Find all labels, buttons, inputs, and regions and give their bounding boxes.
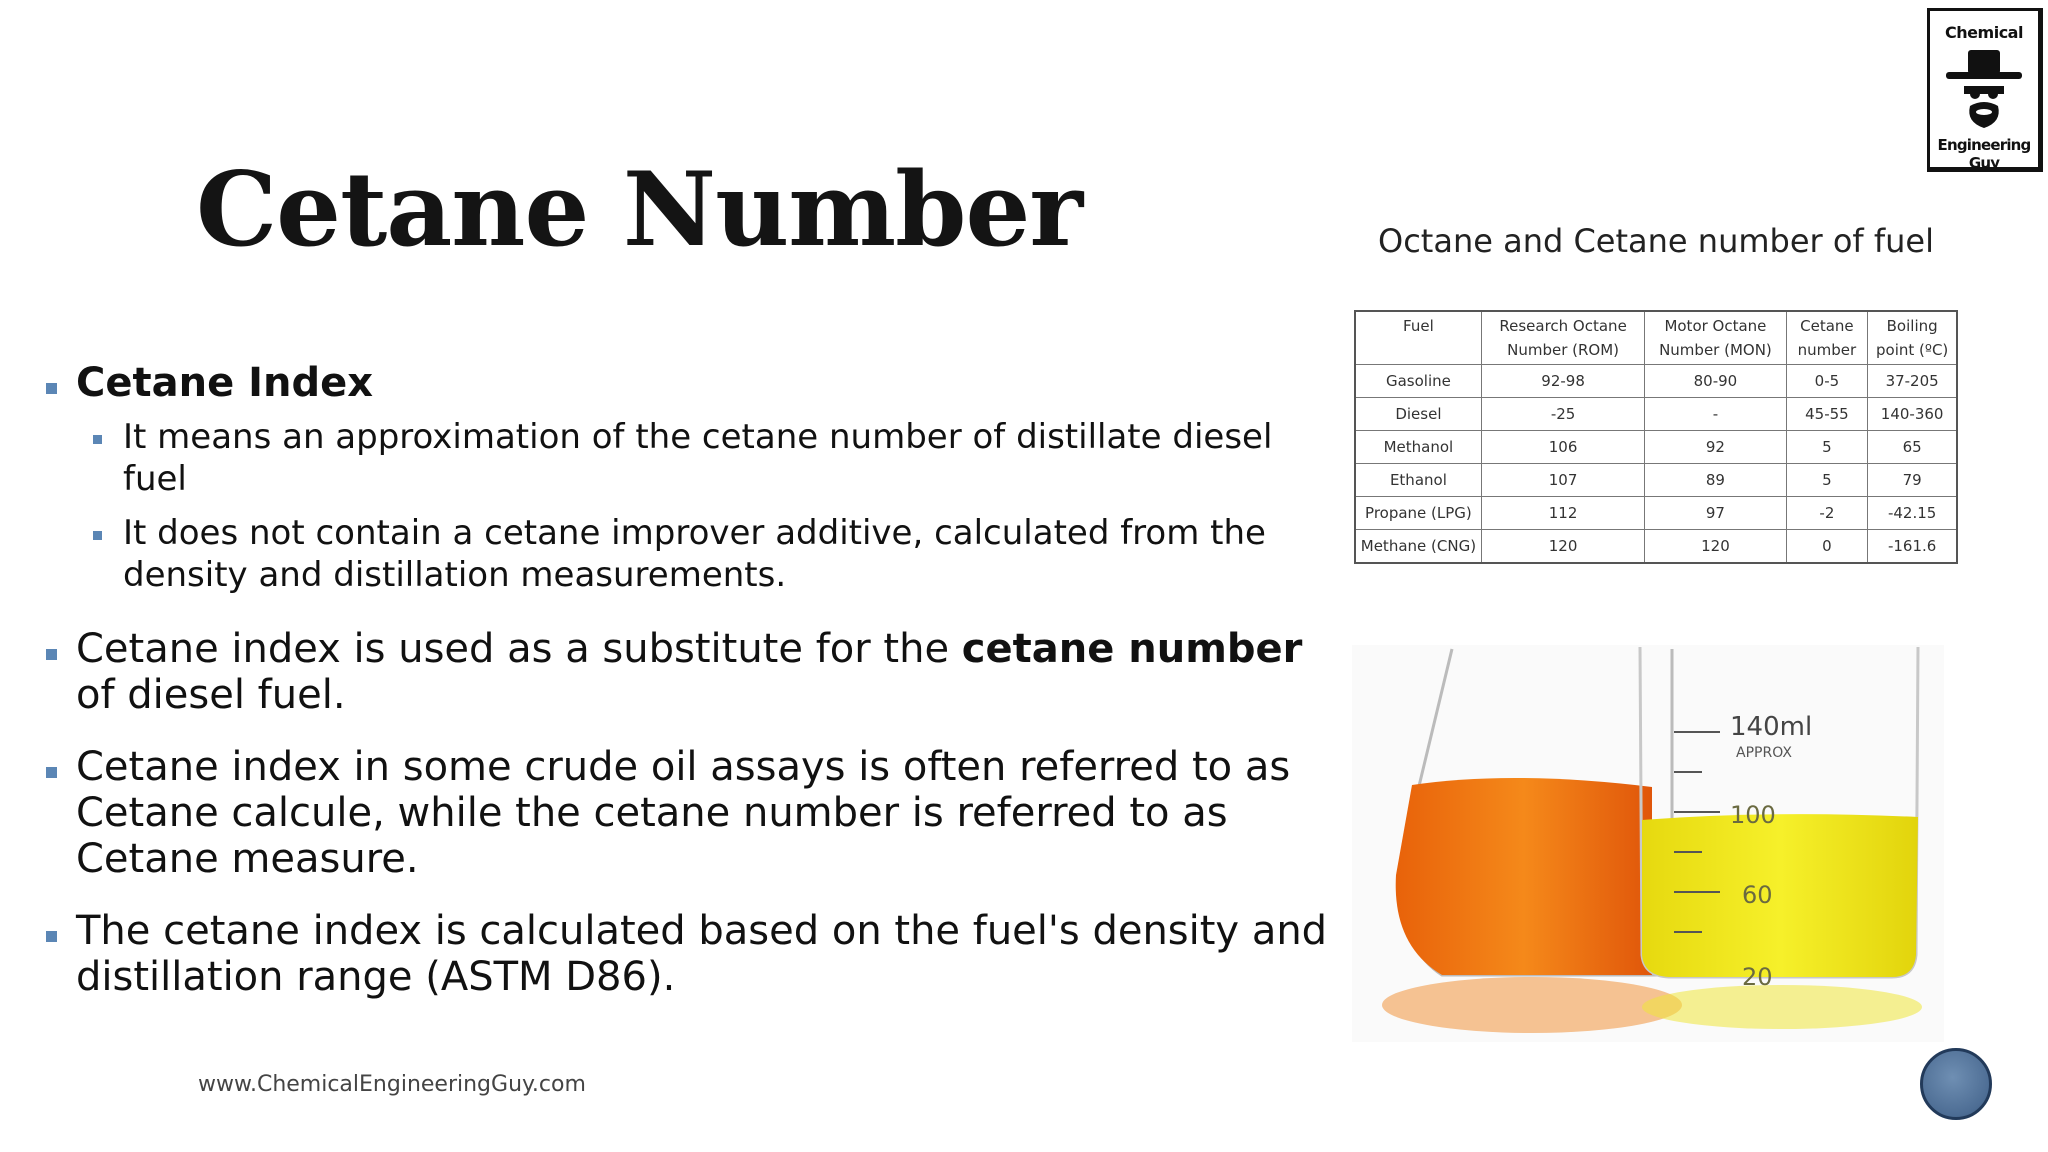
- table-cell: Diesel: [1355, 397, 1481, 430]
- beaker-mark-140: 140ml: [1730, 712, 1813, 742]
- table-title: Octane and Cetane number of fuel: [1378, 222, 1934, 260]
- beaker-mark-100: 100: [1730, 801, 1776, 829]
- table-cell: 106: [1481, 430, 1645, 463]
- table-cell: 0: [1786, 529, 1868, 563]
- table-cell: -25: [1481, 397, 1645, 430]
- beakers-illustration: [1352, 645, 1944, 1042]
- sub-bullet-approximation: It means an approximation of the cetane number of distillate diesel fuel: [93, 416, 1341, 500]
- table-cell: 45-55: [1786, 397, 1868, 430]
- logo-bottom-text: Engineering Guy: [1937, 136, 2031, 172]
- table-cell: 89: [1645, 463, 1786, 496]
- bullet-calculation-basis: The cetane index is calculated based on the fuel's density and distillation range (ASTM D86).: [46, 908, 1341, 1000]
- table-cell: 140-360: [1868, 397, 1957, 430]
- table-cell: Gasoline: [1355, 365, 1481, 398]
- table-header-cell: Motor Octane Number (MON): [1645, 311, 1786, 365]
- hat-glasses-beard-icon: [1942, 46, 2026, 132]
- table-cell: 5: [1786, 430, 1868, 463]
- table-cell: 37-205: [1868, 365, 1957, 398]
- logo-top-text: Chemical: [1945, 23, 2023, 42]
- bullet-substitute-tail: of diesel fuel.: [76, 672, 346, 718]
- bullet-list: [46, 360, 1341, 1026]
- sub-bullet-list: [46, 416, 1341, 596]
- table-cell: 5: [1786, 463, 1868, 496]
- chemical-engineering-guy-logo: [1927, 8, 2043, 172]
- table-cell: Methanol: [1355, 430, 1481, 463]
- table-cell: 79: [1868, 463, 1957, 496]
- table-header-cell: Fuel: [1355, 311, 1481, 365]
- table-header-cell: Research Octane Number (ROM): [1481, 311, 1645, 365]
- slide-nav-circle-button[interactable]: [1920, 1048, 1992, 1120]
- table-header-cell: Boiling point (ºC): [1868, 311, 1957, 365]
- bullet-crude-oil-assays: Cetane index in some crude oil assays is often referred to as Cetane calcule, while the cetane number is referred to as Cetane measure.: [46, 744, 1341, 882]
- table-cell: 80-90: [1645, 365, 1786, 398]
- page-title: Cetane Number: [196, 150, 1083, 270]
- footer-url[interactable]: www.ChemicalEngineeringGuy.com: [198, 1072, 586, 1097]
- table-header-cell: Cetane number: [1786, 311, 1868, 365]
- table-row: [1355, 496, 1957, 529]
- table-row: [1355, 529, 1957, 563]
- fuel-table: [1354, 310, 1958, 564]
- table-row: [1355, 430, 1957, 463]
- sub-bullet-no-additive: It does not contain a cetane improver additive, calculated from the density and distillation measurements.: [93, 512, 1341, 596]
- table-cell: 65: [1868, 430, 1957, 463]
- bullet-cetane-index: [46, 360, 1341, 406]
- table-cell: 92-98: [1481, 365, 1645, 398]
- table-cell: 107: [1481, 463, 1645, 496]
- table-cell: Propane (LPG): [1355, 496, 1481, 529]
- beaker-mark-20: 20: [1742, 963, 1773, 991]
- table-cell: 92: [1645, 430, 1786, 463]
- table-cell: 112: [1481, 496, 1645, 529]
- table-cell: -42.15: [1868, 496, 1957, 529]
- beaker-approx: APPROX: [1736, 745, 1792, 761]
- table-row: [1355, 463, 1957, 496]
- table-row: [1355, 397, 1957, 430]
- table-cell: -161.6: [1868, 529, 1957, 563]
- table-cell: 0-5: [1786, 365, 1868, 398]
- bullet-substitute-text: Cetane index is used as a substitute for the: [76, 626, 962, 672]
- bullet-substitute-bold: cetane number: [961, 626, 1303, 672]
- beaker-mark-60: 60: [1742, 881, 1773, 909]
- table-cell: 97: [1645, 496, 1786, 529]
- bullet-substitute: [46, 626, 1341, 718]
- orange-liquid: [1396, 778, 1652, 975]
- table-cell: Methane (CNG): [1355, 529, 1481, 563]
- table-cell: -: [1645, 397, 1786, 430]
- yellow-liquid: [1642, 814, 1918, 977]
- table-header-row: [1355, 311, 1957, 365]
- table-cell: Ethanol: [1355, 463, 1481, 496]
- table-cell: 120: [1481, 529, 1645, 563]
- table-cell: 120: [1645, 529, 1786, 563]
- cetane-index-heading: Cetane Index: [76, 360, 374, 406]
- table-row: [1355, 365, 1957, 398]
- table-cell: -2: [1786, 496, 1868, 529]
